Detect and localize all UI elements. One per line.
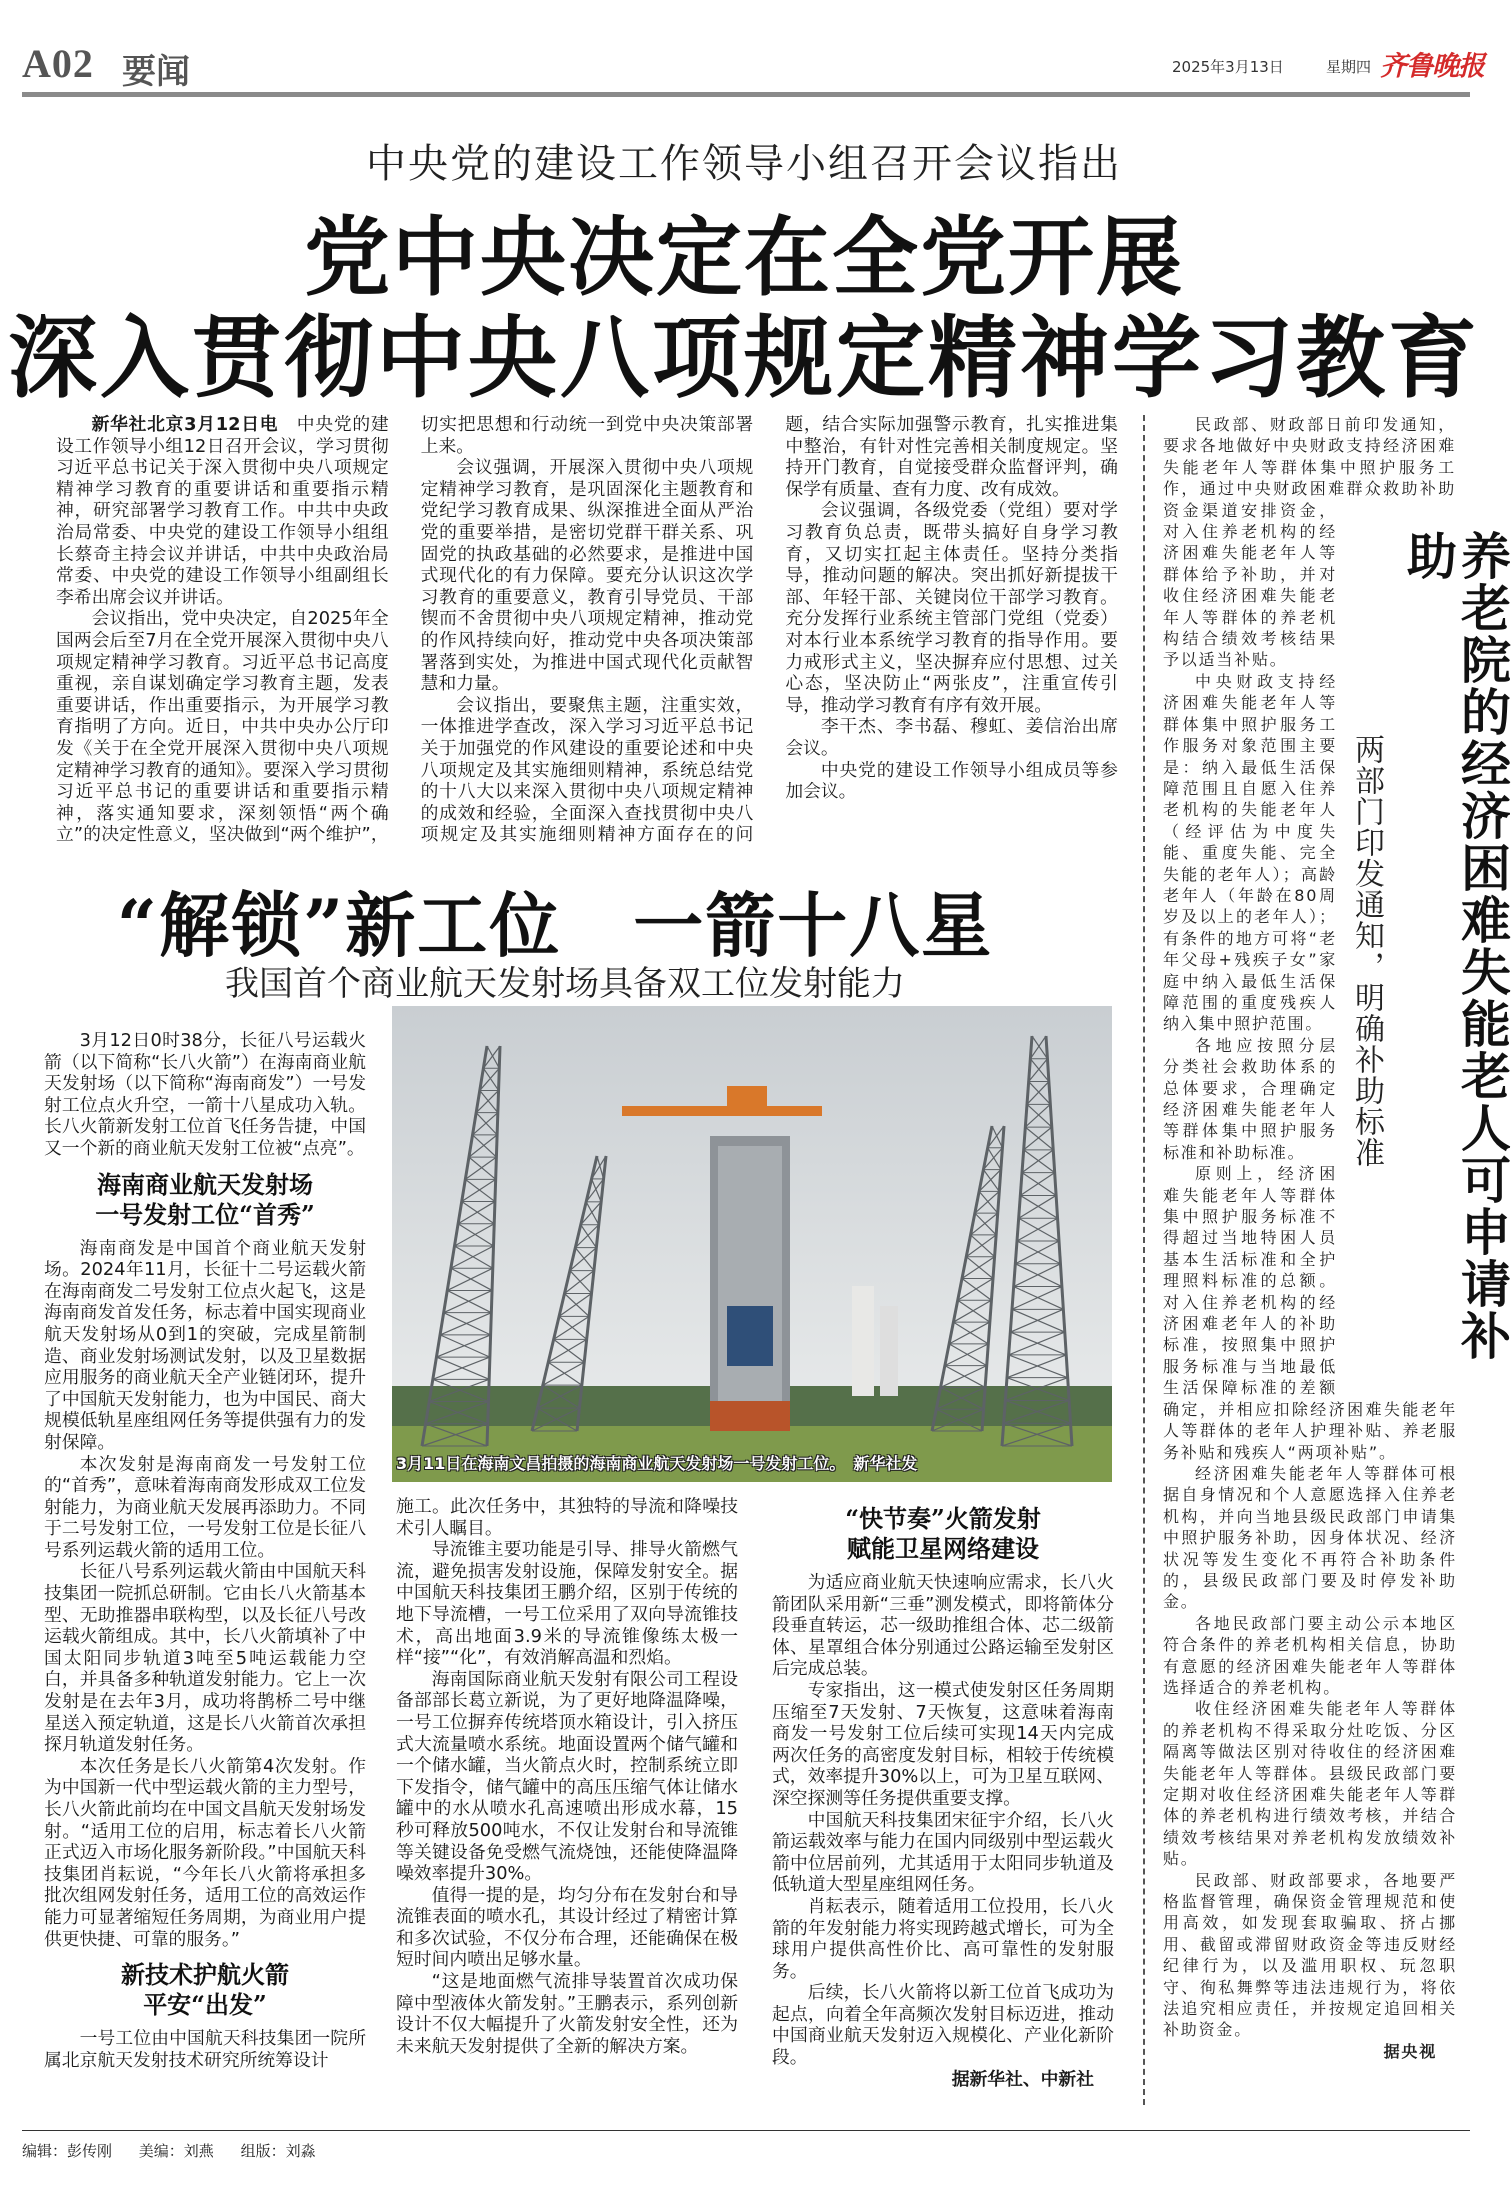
sidebar-paragraph: 民政部、财政部要求，各地要严格监督管理，确保资金管理规范和使用高效，如发现套取骗取、挤占挪用、截留或滞留财政资金等违反财经纪律行为，以及滥用职权、玩忽职守、徇私舞弊等违法违规行为，将依法追究相应责任，并按规定追回相关补助资金。 (1163, 1870, 1457, 2040)
article1-paragraph: 李干杰、李书磊、穆虹、姜信治出席会议。 (785, 716, 1118, 759)
article2-paragraph: 一号工位由中国航天科技集团一院所属北京航天发射技术研究所统筹设计 (44, 2028, 366, 2071)
subhead-fast-pace (772, 1504, 1114, 1564)
dateline: 新华社北京3月12日电 (91, 414, 279, 435)
header-rule (22, 92, 1470, 97)
launch-site-photo (392, 1006, 1112, 1482)
water-tower (880, 1306, 898, 1396)
sidebar-subtitle: 两部门印发通知，明确补助标准 (1349, 734, 1384, 1168)
photo-caption: 3月11日在海南文昌拍摄的海南商业航天发射场一号发射工位。 新华社发 (396, 1454, 918, 1473)
article2-paragraph: 中国航天科技集团宋征宇介绍，长八火箭运载效率与能力在国内同级别中型运载火箭中位居前列，尤其适用于太阳同步轨道及低轨道大型星座组网任务。 (772, 1809, 1114, 1896)
subhead-line: 新技术护航火箭 (121, 1960, 289, 1990)
page-code: A02 (22, 41, 94, 86)
sidebar-paragraph: 民政部、财政部日前印发通知，要求各地做好中央财政支持经济困难失能老年人等群体集中照护服务工作，通过中央财政困难群众救助补助资金渠道安排资金，对入住养老机构的经济困难失能老年人等群体给予补助，并对收住经济困难失能老年人等群体的养老机构结合绩效考核结果予以适当补贴。 (1163, 415, 1456, 670)
sidebar-paragraph: 中央财政支持经济困难失能老年人等群体集中照护服务工作服务对象范围主要是：纳入最低生活保障范围且自愿入住养老机构的失能老年人（经评估为中度失能、重度失能、完全失能的老年人）；高龄老年人（年龄在80周岁及以上的老年人）；有条件的地方可将“老年父母+残疾子女”家庭中纳入最低生活保障范围的重度残疾人纳入集中照护范围。 (1163, 671, 1337, 1034)
subhead-line: 海南商业航天发射场 (97, 1169, 313, 1199)
sidebar-paragraph: 经济困难失能老年人等群体可根据自身情况和个人意愿选择入住养老机构，并向当地县级民政部门申请集中照护服务补助，因身体状况、经济状况等发生变化不再符合补助条件的，县级民政部门要及时停发补助金。 (1163, 1463, 1457, 1612)
article2-left-column (44, 1030, 366, 2071)
crane-arm (622, 1106, 822, 1116)
sidebar-source: 据央视 (1383, 2041, 1437, 2061)
sidebar-paragraph: 各地民政部门要主动公示本地区符合条件的养老机构相关信息，协助有意愿的经济困难失能老年人等群体选择适合的养老机构。 (1163, 1613, 1457, 1697)
masthead-logo: 齐鲁晚报 (1380, 51, 1484, 82)
crane-top (727, 1086, 767, 1116)
article2-paragraph: 导流锥主要功能是引导、排导火箭燃气流，避免损害发射设施，保障发射安全。据中国航天科技集团王鹏介绍，区别于传统的地下导流槽，一号工位采用了双向导流锥技术，高出地面3.9米的导流锥像练太极一样“接”“化”，有效消解高温和烈焰。 (396, 1539, 738, 1669)
tower-sign (727, 1306, 773, 1366)
sidebar-paragraph: 各地应按照分层分类社会救助体系的总体要求，合理确定经济困难失能老年人等群体集中照护服务标准和补助标准。 (1163, 1035, 1337, 1162)
footer-rule (22, 2130, 1470, 2131)
article1-headline-line2: 深入贯彻中央八项规定精神学习教育 (8, 305, 1480, 410)
article2-paragraph: 肖耘表示，随着适用工位投用，长八火箭的年发射能力将实现跨越式增长，可为全球用户提供高性价比、高可靠性的发射服务。 (772, 1895, 1114, 1982)
sidebar-article (1163, 414, 1512, 2062)
article1-kicker: 中央党的建设工作领导小组召开会议指出 (366, 141, 1122, 187)
article1-headline-line1: 党中央决定在全党开展 (304, 207, 1184, 308)
article2-paragraph-continuation: 施工。此次任务中，其独特的导流和降噪技术引人瞩目。 (396, 1496, 738, 1539)
article2-source: 据新华社、中新社 (951, 2068, 1094, 2090)
article1-paragraph: 中央党的建设工作领导小组成员等参加会议。 (785, 759, 1118, 803)
article2-lead: 3月12日0时38分，长征八号运载火箭（以下简称“长八火箭”）在海南商业航天发射场（以下简称“海南商发”）一号发射工位点火升空，一箭十八星成功入轨。长八火箭新发射工位首飞任务告捷，中国又一个新的商业航天发射工位被“点亮”。 (44, 1030, 366, 1159)
sidebar-title: 养老院的经济困难失能老人可申请补助 (1399, 530, 1512, 1362)
subhead-line: 一号发射工位“首秀” (95, 1199, 315, 1229)
article1-paragraph: 会议强调，开展深入贯彻中央八项规定精神学习教育，是巩固深化主题教育和党纪学习教育成果、纵深推进全面从严治党的重要举措，是密切党群干群关系、巩固党的执政基础的必然要求，是推进中国式现代化的有力保障。要充分认识这次学习教育的重要意义，教育引导党员、干部锲而不舍贯彻中央八项规定精神，推动党的作风持续向好，推动党中央各项决策部署落到实处，为推进中国式现代化贡献智慧和力量。 (420, 457, 754, 695)
sidebar-title-block (1337, 500, 1512, 1392)
water-tower (852, 1286, 874, 1396)
article1-paragraph: 会议强调，各级党委（党组）要对学习教育负总责，既带头搞好自身学习教育，又切实扛起主体责任。坚持分类指导，推动问题的解决。突出抓好新提拔干部、年轻干部、关键岗位干部学习教育。充分发挥行业系统主管部门党组（党委）对本行业本系统学习教育的指导作用。要力戒形式主义，坚决摒弃应付思想、过关心态，坚决防止“两张皮”，注重宣传引导，推动学习教育有序有效开展。 (785, 500, 1118, 716)
article2-paragraph: 海南商发是中国首个商业航天发射场。2024年11月，长征十二号运载火箭在海南商发二号发射工位点火起飞，这是海南商发首发任务，标志着中国实现商业航天发射场从0到1的突破，完成星箭制造、商业发射场测试发射，以及卫星数据应用服务的商业航天全产业链闭环，提升了中国航天发射能力，也为中国民、商大规模低轨星座组网任务等提供强有力的发射保障。 (44, 1237, 366, 1453)
article2-paragraph: “这是地面燃气流排导装置首次成功保障中型液体火箭发射。”王鹏表示，系列创新设计不仅大幅提升了火箭发射安全性，还为未来航天发射提供了全新的解决方案。 (396, 1971, 738, 2057)
issue-weekday: 星期四 (1326, 58, 1372, 76)
subhead-new-technology (44, 1960, 366, 2020)
article2-subheadline: 我国首个商业航天发射场具备双工位发射能力 (225, 964, 905, 1004)
article1-body (56, 414, 1118, 846)
sidebar-paragraph: 收住经济困难失能老年人等群体的养老机构不得采取分灶吃饭、分区隔离等做法区别对待收住的经济困难失能老年人等群体。县级民政部门要定期对收住经济困难失能老年人等群体的养老机构进行绩效考核，并结合绩效考核结果对养老机构发放绩效补贴。 (1163, 1699, 1457, 1869)
art-editor-credit: 美编：刘燕 (138, 2142, 214, 2160)
subhead-line: 平安“出发” (143, 1990, 267, 2020)
issue-date: 2025年3月13日 (1172, 58, 1284, 76)
article2-headline: “解锁”新工位 一箭十八星 (116, 884, 994, 967)
editor-credit: 编辑：彭传刚 (22, 2142, 113, 2160)
article2-paragraph: 后续，长八火箭将以新工位首飞成功为起点，向着全年高频次发射目标迈进，推动中国商业航天发射迈入规模化、产业化新阶段。 (772, 1982, 1114, 2069)
article2-paragraph: 本次任务是长八火箭第4次发射。作为中国新一代中型运载火箭的主力型号，长八火箭此前均在中国文昌航天发射场发射。“适用工位的启用，标志着长八火箭正式迈入市场化服务新阶段。”中国航天科技集团肖耘说，“今年长八火箭将承担多批次组网发射任务，适用工位的高效运作能力可显著缩短任务周期，为商业用户提供更快捷、可靠的服务。” (44, 1755, 366, 1950)
article2-paragraph: 海南国际商业航天发射有限公司工程设备部部长葛立新说，为了更好地降温降噪，一号工位摒弃传统塔顶水箱设计，引入挤压式大流量喷水系统。地面设置两个储气罐和一个储水罐，当火箭点火时，控制系统立即下发指令，储气罐中的高压压缩气体让储水罐中的水从喷水孔高速喷出形成水幕，15秒可释放500吨水，不仅让发射台和导流锥等关键设备免受燃气流烧蚀，还能使降温降噪效率提升30%。 (396, 1668, 738, 1885)
column-divider (1143, 415, 1145, 2105)
footer-credits (22, 2140, 338, 2161)
article1-paragraph: 会议指出，党中央决定，自2025年全国两会后至7月在全党开展深入贯彻中央八项规定精神学习教育。习近平总书记高度重视，亲自谋划确定学习教育主题，发表重要讲话，作出重要指示，为开展学习教育指明了方向。近日，中共中央办公厅印发《关于在全党开展深入贯彻中央八项规定精神学习教育的通知》。要深入学习贯彻习近平总书记的重要讲话和重要指示精神，落实通知要求，深刻领悟“两个确立”的决定性意义，坚决做到“两个维护”，切实把思想和行动统一到党中央决策部署上来。 (56, 414, 754, 846)
subhead-launch-pad-debut (44, 1170, 366, 1230)
article2-paragraph: 长征八号系列运载火箭由中国航天科技集团一院抓总研制。它由长八火箭基本型、无助推器串联构型，以及长征八号改运载火箭组成。其中，长八火箭填补了中国太阳同步轨道3吨至5吨运载能力空白，并具备多种轨道发射能力。它上一次发射是在去年3月，成功将鹊桥二号中继星送入预定轨道，这是长八火箭首次承担探月轨道发射任务。 (44, 1561, 366, 1756)
service-tower-panel (718, 1146, 782, 1416)
subhead-line: 赋能卫星网络建设 (847, 1534, 1039, 1563)
article1-paragraph (56, 414, 389, 608)
layout-credit: 组版：刘淼 (240, 2142, 316, 2160)
article1-paragraph: 会议指出，要聚焦主题，注重实效，一体推进学查改，深入学习习近平总书记关于加强党的作风建设的重要论述和中央八项规定及其实施细则精神，系统总结党的十八大以来深入贯彻中央八项规定精神的成效和经验，全面深入查找贯彻中央八项规定及其实施细则精神方面存在的问题，结合实际加强警示教育，扎实推进集中整治，有针对性完善相关制度规定。坚持开门教育，自觉接受群众监督评判，确保学有质量、查有力度、改有成效。 (420, 414, 1118, 846)
tower-base (710, 1401, 790, 1431)
article2-right-column (772, 1496, 1114, 2090)
article2-paragraph: 专家指出，这一模式使发射区任务周期压缩至7天发射、7天恢复，这意味着海南商发一号发射工位后续可实现14天内完成两次任务的高密度发射目标，相较于传统模式，效率提升30%以上，可为卫星互联网、深空探测等任务提供重要支撑。 (772, 1679, 1114, 1809)
article2-paragraph: 值得一提的是，均匀分布在发射台和导流锥表面的喷水孔，其设计经过了精密计算和多次试验，不仅分布合理，还能确保在极短时间内喷出足够水量。 (396, 1884, 738, 1971)
paragraph-text: 中央党的建设工作领导小组12日召开会议，学习贯彻习近平总书记关于深入贯彻中央八项规定精神学习教育的重要讲话和重要指示精神，研究部署学习教育工作。中共中央政治局常委、中央党的建设工作领导小组组长蔡奇主持会议并讲话，中共中央政治局常委、中央党的建设工作领导小组副组长李希出席会议并讲话。 (56, 414, 389, 608)
section-name: 要闻 (122, 52, 190, 92)
sidebar-paragraph: 原则上，经济困难失能老年人等群体集中照护服务标准不得超过当地特困人员基本生活标准和全护理照料标准的总额。对入住养老机构的经济困难老年人的补助标准，按照集中照护服务标准与当地最低生活保障标准的差额确定，并相应扣除经济困难失能老年人等群体的老年人护理补贴、养老服务补贴和残疾人“两项补贴”。 (1163, 1164, 1457, 1462)
article2-paragraph: 本次发射是海南商发一号发射工位的“首秀”，意味着海南商发形成双工位发射能力，为商业航天发展再添助力。不同于二号发射工位，一号发射工位是长征八号系列运载火箭的适用工位。 (44, 1453, 366, 1561)
launch-pad-image (392, 1006, 1112, 1482)
article2-middle-column (396, 1496, 738, 2057)
subhead-line: “快节奏”火箭发射 (845, 1504, 1041, 1533)
article2-paragraph: 为适应商业航天快速响应需求，长八火箭团队采用新“三垂”测发模式，即将箭体分段垂直转运，芯一级助推组合体、芯二级箭体、星罩组合体分别通过公路运输至发射区后完成总装。 (772, 1572, 1114, 1680)
